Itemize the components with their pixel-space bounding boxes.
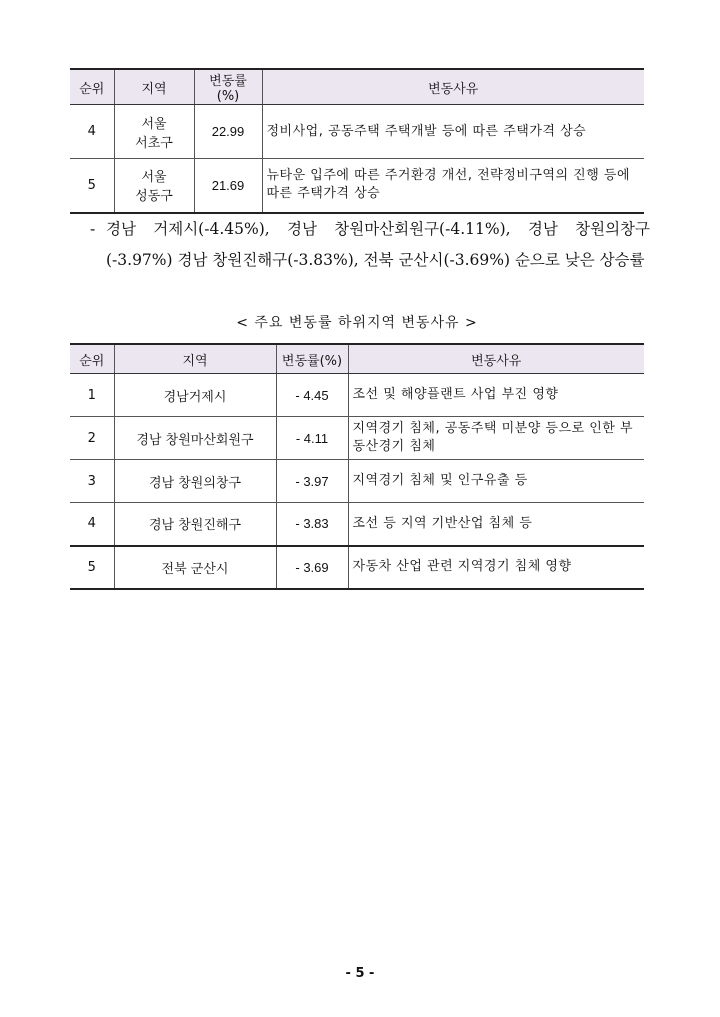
region-cell: 경남 창원마산회원구	[114, 417, 276, 460]
reason-cell: 조선 등 지역 기반산업 침체 등	[348, 503, 644, 546]
region-cell	[114, 159, 194, 213]
table-row	[70, 417, 644, 460]
region-line: 서울	[141, 116, 167, 132]
rate-cell: - 4.45	[276, 374, 348, 417]
reason-cell: 조선 및 해양플랜트 사업 부진 영향	[348, 374, 644, 417]
table-row	[70, 374, 644, 417]
table-row	[70, 105, 644, 159]
bullet-dash: -	[90, 220, 96, 238]
reason-cell: 정비사업, 공동주택 주택개발 등에 따른 주택가격 상승	[262, 105, 644, 159]
region-cell: 경남 창원의창구	[114, 460, 276, 503]
header-rate: 변동률(%)	[276, 344, 348, 374]
header-region: 지역	[114, 344, 276, 374]
header-rank: 순위	[70, 344, 114, 374]
rank-cell: 3	[70, 460, 114, 503]
rank-cell: 1	[70, 374, 114, 417]
table-row	[70, 460, 644, 503]
table-row	[70, 503, 644, 546]
table-row	[70, 159, 644, 213]
table-row	[70, 546, 644, 589]
region-line: 성동구	[135, 189, 173, 205]
region-cell: 경남 창원진해구	[114, 503, 276, 546]
rate-cell: 21.69	[194, 159, 262, 213]
page-number: - 5 -	[345, 966, 375, 981]
rate-cell: - 3.69	[276, 546, 348, 589]
rank-cell: 4	[70, 105, 114, 159]
rank-cell: 4	[70, 503, 114, 546]
region-line: 서초구	[135, 135, 173, 151]
table-header-row	[70, 344, 644, 374]
table-header-row	[70, 69, 644, 105]
note-text: 경남 거제시(-4.45%), 경남 창원마산회원구(-4.11%), 경남 창원의창구(-3.97%) 경남 창원진해구(-3.83%), 전북 군산시(-3.69%) 순으로 낮은 상승률	[106, 220, 650, 269]
region-cell: 전북 군산시	[114, 546, 276, 589]
region-cell	[114, 105, 194, 159]
region-line: 서울	[141, 170, 167, 186]
reason-cell: 자동차 산업 관련 지역경기 침체 영향	[348, 546, 644, 589]
region-cell: 경남거제시	[114, 374, 276, 417]
rate-cell: - 3.83	[276, 503, 348, 546]
top-regions-table	[70, 68, 644, 214]
rank-cell: 2	[70, 417, 114, 460]
header-rate: 변동률(%)	[194, 69, 262, 105]
header-rank: 순위	[70, 69, 114, 105]
header-reason: 변동사유	[262, 69, 644, 105]
reason-cell: 지역경기 침체, 공동주택 미분양 등으로 인한 부동산경기 침체	[348, 417, 644, 460]
table-caption: < 주요 변동률 하위지역 변동사유 >	[236, 315, 478, 331]
reason-cell: 지역경기 침체 및 인구유출 등	[348, 460, 644, 503]
rank-cell: 5	[70, 546, 114, 589]
bottom-regions-table	[70, 343, 644, 590]
summary-note	[90, 214, 650, 276]
reason-cell: 뉴타운 입주에 따른 주거환경 개선, 전략정비구역의 진행 등에 따른 주택가격 상승	[262, 159, 644, 213]
rate-cell: - 4.11	[276, 417, 348, 460]
header-region: 지역	[114, 69, 194, 105]
rate-cell: 22.99	[194, 105, 262, 159]
header-reason: 변동사유	[348, 344, 644, 374]
rate-cell: - 3.97	[276, 460, 348, 503]
rank-cell: 5	[70, 159, 114, 213]
